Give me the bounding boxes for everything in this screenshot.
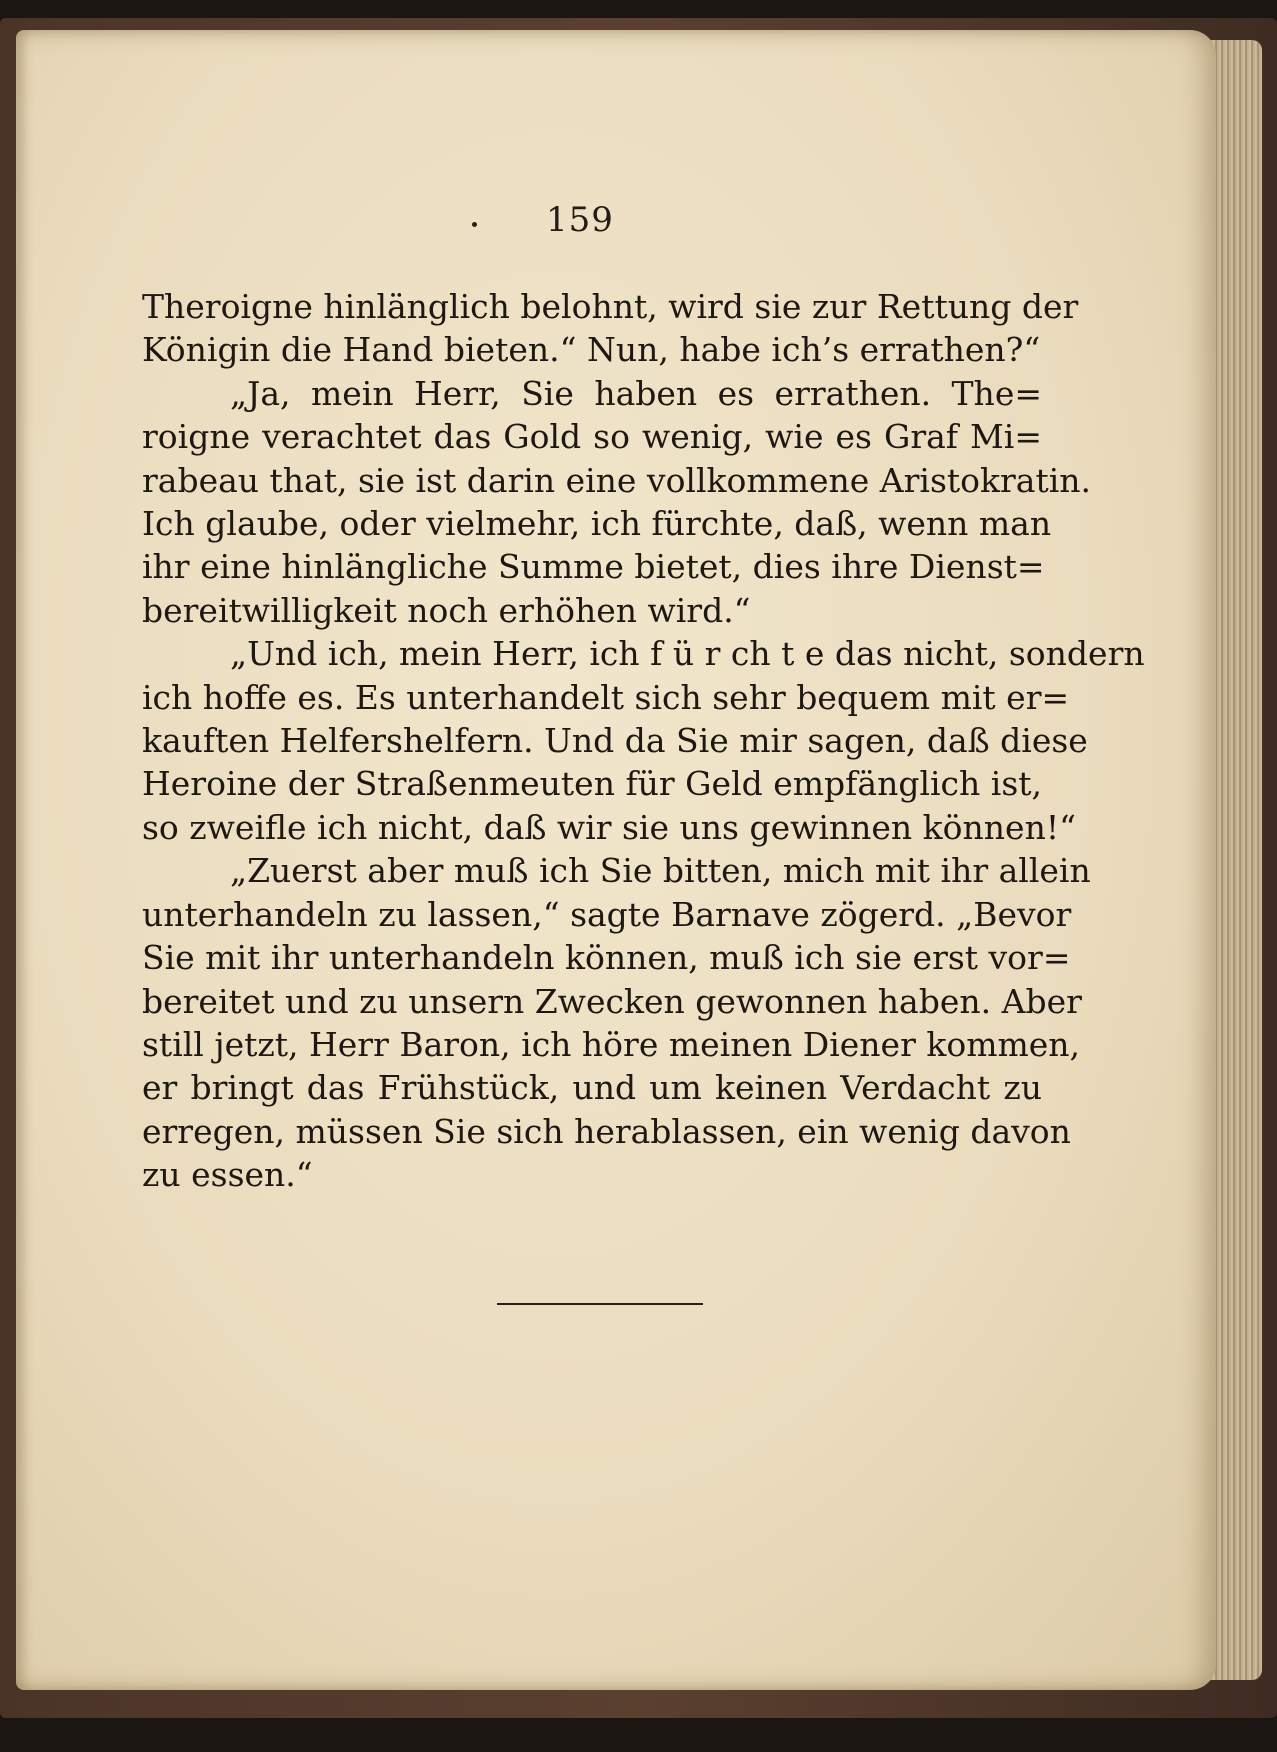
text-line: er bringt das Frühstück, und um keinen Verdacht zu [142, 1068, 1042, 1108]
text-line: zu essen.“ [142, 1155, 313, 1195]
text-line: roigne verachtet das Gold so wenig, wie es Graf Mi= [142, 417, 1042, 457]
text-line: „Und ich, mein Herr, ich f ü r ch t e das nicht, sondern [230, 634, 1145, 674]
text-line: unterhandeln zu lassen,“ sagte Barnave zögerd. „Bevor [142, 894, 1072, 934]
text-line: „Ja, mein Herr, Sie haben es errathen. The= [230, 373, 1042, 413]
text-line: Theroigne hinlänglich belohnt, wird sie zur Rettung der [142, 287, 1079, 326]
text-line: Sie mit ihr unterhandeln können, muß ich sie erst vor= [142, 938, 1071, 978]
text-line: Heroine der Straßenmeuten für Geld empfänglich ist, [142, 764, 1043, 804]
text-line: ich hoffe es. Es unterhandelt sich sehr bequem mit er= [142, 677, 1070, 717]
text-line: so zweifle ich nicht, daß wir sie uns gewinnen können!“ [142, 807, 1076, 847]
text-line: kauften Helfershelfern. Und da Sie mir sagen, daß diese [142, 721, 1088, 761]
text-line: bereitet und zu unsern Zwecken gewonnen haben. Aber [142, 981, 1082, 1021]
page-number: 159 [546, 200, 614, 240]
text-line: ihr eine hinlängliche Summe bietet, dies ihre Dienst= [142, 547, 1045, 587]
text-line: „Zuerst aber muß ich Sie bitten, mich mit ihr allein [230, 851, 1091, 891]
text-line: Königin die Hand bieten.“ Nun, habe ich’s errathen?“ [142, 330, 1041, 370]
body-text [142, 285, 1145, 1197]
text-line: bereitwilligkeit noch erhöhen wird.“ [142, 590, 751, 630]
header-dot [472, 222, 477, 227]
text-line: erregen, müssen Sie sich herablassen, ein wenig davon [142, 1111, 1071, 1151]
text-line: Ich glaube, oder vielmehr, ich fürchte, daß, wenn man [142, 504, 1052, 544]
text-line: rabeau that, sie ist darin eine vollkommene Aristokratin. [142, 460, 1092, 500]
text-line: still jetzt, Herr Baron, ich höre meinen Diener kommen, [142, 1024, 1081, 1064]
section-divider [497, 1303, 703, 1305]
